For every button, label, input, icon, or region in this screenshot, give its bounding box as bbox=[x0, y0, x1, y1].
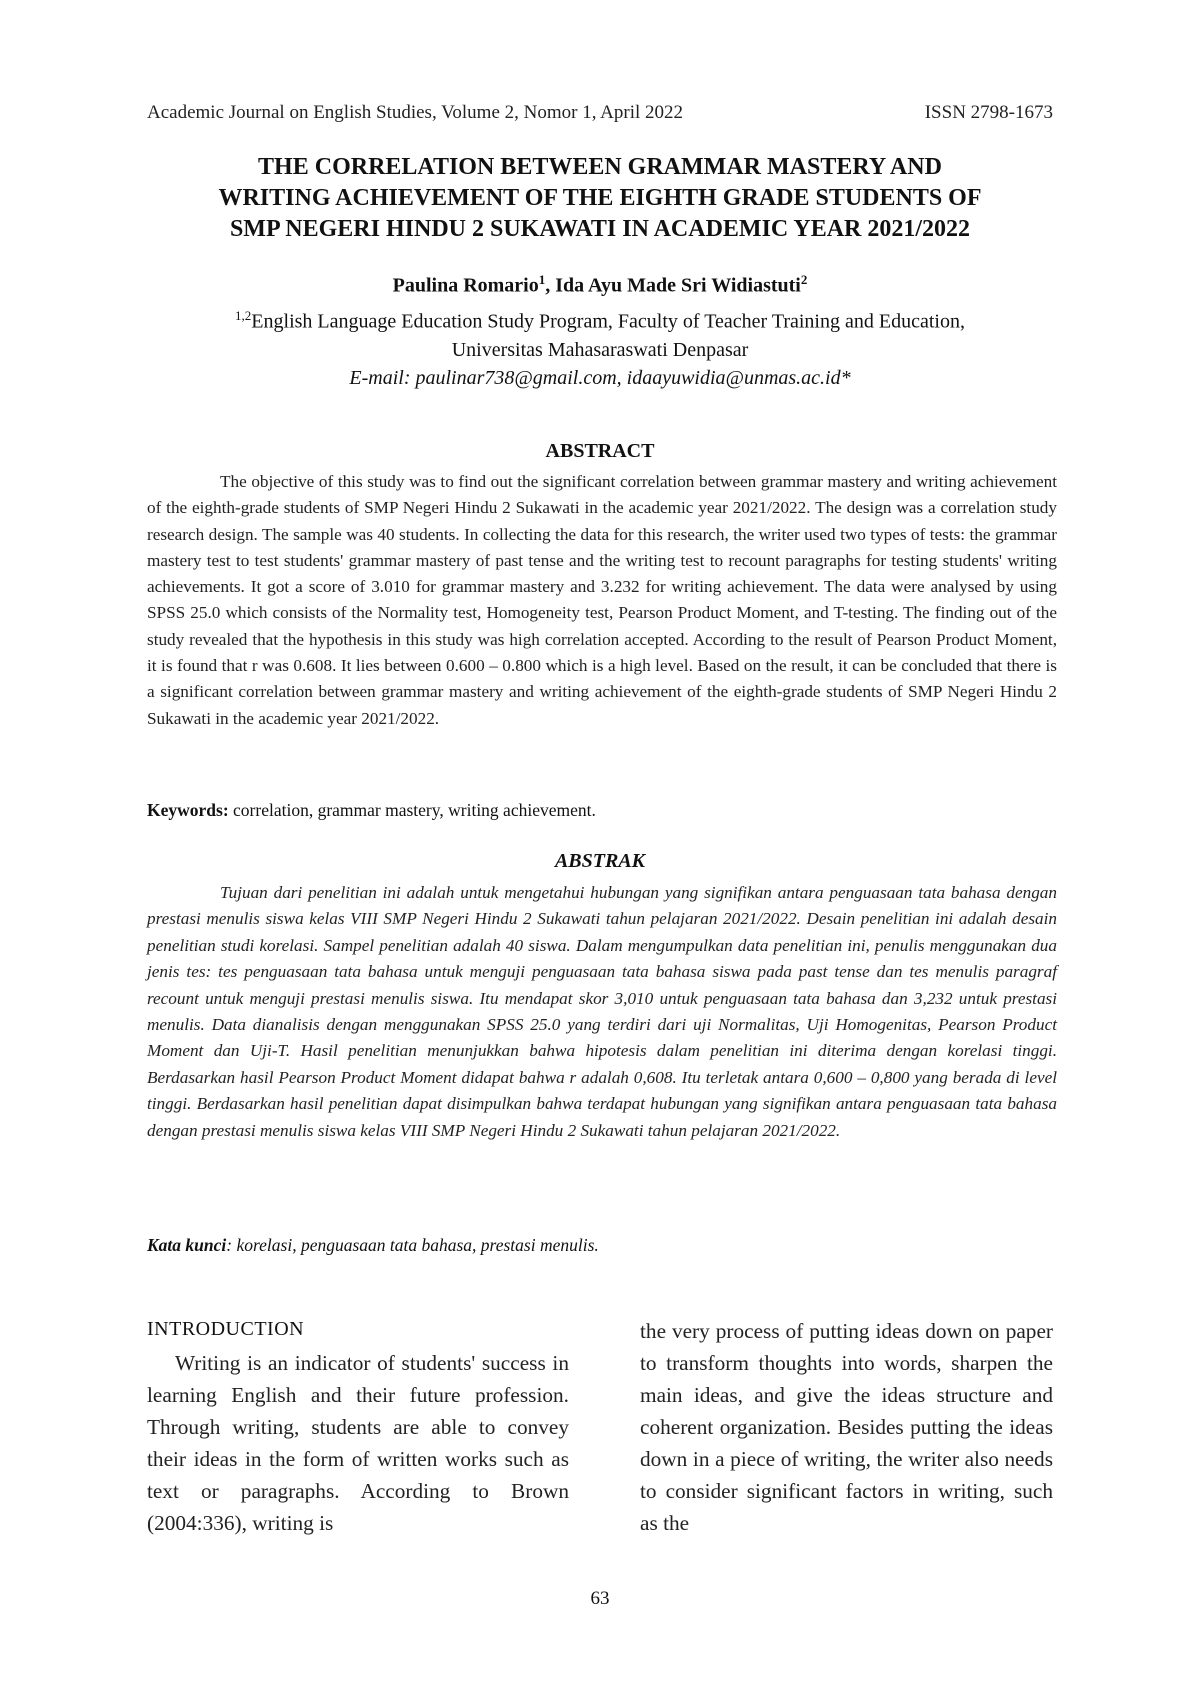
kata-kunci-label: Kata kunci bbox=[147, 1235, 227, 1255]
title-line: SMP NEGERI HINDU 2 SUKAWATI IN ACADEMIC YEAR 2021/2022 bbox=[229, 216, 971, 242]
affiliation-line: $^{1,2}$English Language Education Study Program, Faculty of Teacher Training and Education, bbox=[235, 308, 965, 333]
author-list bbox=[150, 272, 1050, 298]
abstrak-heading: ABSTRAK bbox=[554, 850, 646, 872]
affiliation-line: Universitas Mahasaraswati Denpasar bbox=[451, 338, 749, 361]
running-header bbox=[147, 102, 1053, 124]
abstract-body: The objective of this study was to find out the significant correlation between grammar mastery and writing achievement of the eighth-grade students of SMP Negeri Hindu 2 Sukawati in the academic year 2021/2022. The design was a correlation study research design. The sample was 40 students. In collecting the data for this research, the writer used two types of tests: the grammar mastery test to test students' grammar mastery of past tense and the writing test to recount paragraphs for testing students' writing achievements. It got a score of 3.010 for grammar mastery and 3.232 for writing achievement. The data were analysed by using SPSS 25.0 which consists of the Normality test, Homogeneity test, Pearson Product Moment, and T-testing. The finding out of the study revealed that the hypothesis in this study was high correlation accepted. According to the result of Pearson Product Moment, it is found that r was 0.608. It lies between 0.600 – 0.800 which is a high level. Based on the result, it can be concluded that there is a significant correlation between grammar mastery and writing achievement of the eighth-grade students of SMP Negeri Hindu 2 Sukawati in the academic year 2021/2022. bbox=[147, 472, 1057, 728]
issn: ISSN 2798-1673 bbox=[924, 102, 1053, 123]
introduction-right-column: the very process of putting ideas down on paper to transform thoughts into words, sharpen the main ideas, and give the ideas structure and coherent organization. Besides putting the ideas down in a piece of writing, the writer also needs to consider significant factors in writing, such as the bbox=[640, 1319, 1053, 1535]
abstrak-body: Tujuan dari penelitian ini adalah untuk mengetahui hubungan yang signifikan antara penguasaan tata bahasa dengan prestasi menulis siswa kelas VIII SMP Negeri Hindu 2 Sukawati tahun pelajaran 2021/2022. Desain penelitian ini adalah desain penelitian studi korelasi. Sampel penelitian adalah 40 siswa. Dalam mengumpulkan data penelitian ini, penulis menggunakan dua jenis tes: tes penguasaan tata bahasa untuk menguji penguasaan tata bahasa siswa pada past tense dan tes menulis paragraf recount untuk menguji prestasi menulis siswa. Itu mendapat skor 3,010 untuk penguasaan tata bahasa dan 3,232 untuk prestasi menulis. Data dianalisis dengan menggunakan SPSS 25.0 yang terdiri dari uji Normalitas, Uji Homogenitas, Pearson Product Moment dan Uji-T. Hasil penelitian menunjukkan bahwa hipotesis dalam penelitian ini diterima dengan korelasi tinggi. Berdasarkan hasil Pearson Product Moment didapat bahwa r adalah 0,608. Itu terletak antara 0,600 – 0,800 yang berada di level tinggi. Berdasarkan hasil penelitian dapat disimpulkan bahwa terdapat hubungan yang signifikan antara penguasaan tata bahasa dengan prestasi menulis siswa kelas VIII SMP Negeri Hindu 2 Sukawati tahun pelajaran 2021/2022. bbox=[147, 883, 1057, 1140]
keywords-label: Keywords: bbox=[147, 800, 229, 820]
kata-kunci-list: : korelasi, penguasaan tata bahasa, prestasi menulis. bbox=[226, 1235, 599, 1255]
author-name: Paulina Romario bbox=[392, 274, 539, 297]
journal-name: Academic Journal on English Studies, Volume 2, Nomor 1, April 2022 bbox=[147, 102, 684, 123]
author-separator: , bbox=[545, 274, 556, 297]
kata-kunci bbox=[147, 1235, 1057, 1256]
author-affil-mark: 1 bbox=[538, 272, 546, 287]
affiliation bbox=[150, 302, 1050, 392]
affiliation-mark: 1,2 bbox=[235, 308, 252, 323]
author-affil-mark: 2 bbox=[800, 272, 808, 287]
title-line: THE CORRELATION BETWEEN GRAMMAR MASTERY AND bbox=[258, 154, 942, 180]
email-line[interactable]: E-mail: paulinar738@gmail.com, idaayuwidia@unmas.ac.id* bbox=[349, 366, 851, 389]
title-line: WRITING ACHIEVEMENT OF THE EIGHTH GRADE STUDENTS OF bbox=[218, 185, 982, 211]
section-heading-introduction: INTRODUCTION bbox=[147, 1318, 305, 1340]
author-name: Ida Ayu Made Sri Widiastuti bbox=[555, 274, 801, 297]
paper-title bbox=[150, 152, 1050, 245]
abstract-heading: ABSTRACT bbox=[545, 440, 655, 462]
keywords bbox=[147, 800, 1057, 821]
keywords-list: correlation, grammar mastery, writing achievement. bbox=[228, 800, 596, 820]
page-number: 63 bbox=[590, 1588, 610, 1609]
introduction-left-column: Writing is an indicator of students' success in learning English and their future profession. Through writing, students are able to convey their ideas in the form of written works such as text or paragraphs. According to Brown (2004:336), writing is bbox=[147, 1351, 569, 1535]
